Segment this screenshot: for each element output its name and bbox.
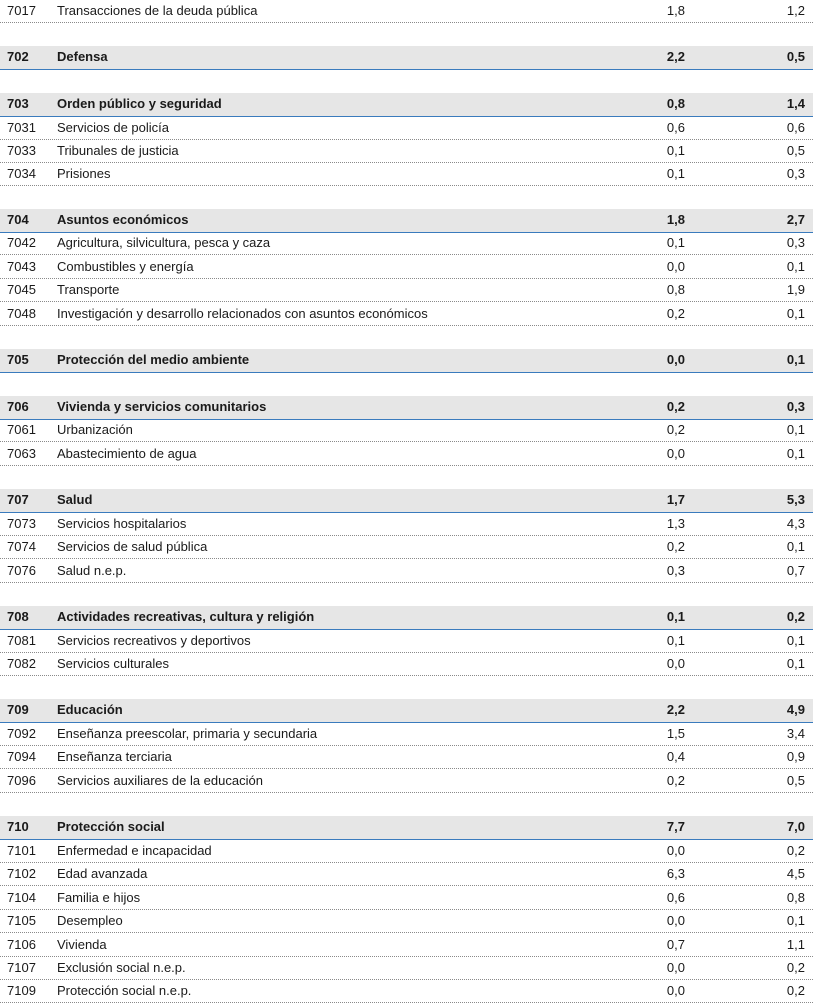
row-value-col1: 0,4 [666,749,685,764]
row-value-col1: 1,5 [666,726,685,741]
row-code: 7031 [7,120,36,135]
row-value-col1: 0,0 [666,983,685,998]
row-value-col2: 0,2 [786,983,805,998]
row-value-col2: 0,3 [786,399,805,414]
row-code: 709 [7,702,29,717]
row-label: Urbanización [57,422,133,437]
row-code: 7094 [7,749,36,764]
row-label: Tribunales de justicia [57,143,179,158]
row-value-col1: 0,1 [666,633,685,648]
row-label: Actividades recreativas, cultura y religión [57,609,315,624]
row-code: 7045 [7,282,36,297]
row-value-col2: 0,1 [786,539,805,554]
row-value-col2: 3,4 [786,726,805,741]
row-code: 7042 [7,235,36,250]
row-value-col1: 0,7 [666,937,685,952]
subcategory-row [0,957,813,980]
row-label: Combustibles y energía [57,259,194,274]
subcategory-row [0,419,813,442]
subcategory-row [0,934,813,957]
row-value-col1: 0,1 [666,235,685,250]
subcategory-row [0,279,813,302]
row-value-col2: 1,2 [786,3,805,18]
row-code: 7096 [7,773,36,788]
row-code: 7043 [7,259,36,274]
subcategory-row [0,303,813,326]
row-value-col2: 0,5 [786,49,805,64]
row-value-col1: 0,1 [666,143,685,158]
row-code: 7106 [7,937,36,952]
row-label: Familia e hijos [57,890,141,905]
row-value-col2: 0,1 [786,422,805,437]
row-value-col1: 1,8 [666,3,685,18]
row-label: Orden público y seguridad [57,96,222,111]
row-code: 7033 [7,143,36,158]
row-value-col2: 2,7 [786,212,805,227]
row-value-col2: 0,9 [786,749,805,764]
row-value-col1: 0,6 [666,890,685,905]
row-value-col1: 0,8 [666,282,685,297]
row-value-col2: 0,3 [786,235,805,250]
row-code: 705 [7,352,29,367]
row-code: 7076 [7,563,36,578]
category-header-row [0,699,813,723]
subcategory-row [0,887,813,910]
row-value-col1: 1,3 [666,516,685,531]
row-label: Edad avanzada [57,866,148,881]
subcategory-row [0,117,813,140]
row-value-col2: 0,1 [786,352,805,367]
row-value-col1: 0,2 [666,773,685,788]
row-value-col1: 1,8 [666,212,685,227]
category-header-row [0,209,813,233]
row-code: 706 [7,399,29,414]
subcategory-row [0,443,813,466]
row-value-col1: 0,2 [666,539,685,554]
category-header-row [0,489,813,513]
row-value-col2: 0,3 [786,166,805,181]
row-label: Defensa [57,49,108,64]
subcategory-row [0,770,813,793]
row-label: Protección social n.e.p. [57,983,192,998]
row-label: Agricultura, silvicultura, pesca y caza [57,235,271,250]
row-code: 7017 [7,3,36,18]
subcategory-row [0,910,813,933]
row-value-col2: 0,1 [786,259,805,274]
row-value-col2: 0,8 [786,890,805,905]
row-code: 7063 [7,446,36,461]
row-code: 7102 [7,866,36,881]
row-code: 7081 [7,633,36,648]
row-label: Protección del medio ambiente [57,352,250,367]
row-code: 7073 [7,516,36,531]
category-header-row [0,396,813,420]
row-label: Asuntos económicos [57,212,189,227]
row-label: Enseñanza preescolar, primaria y secundaria [57,726,318,741]
subcategory-row [0,653,813,676]
category-header-row [0,816,813,840]
row-value-col1: 0,6 [666,120,685,135]
row-label: Educación [57,702,123,717]
row-label: Exclusión social n.e.p. [57,960,186,975]
row-value-col2: 0,2 [786,609,805,624]
subcategory-row [0,723,813,746]
row-code: 707 [7,492,29,507]
row-label: Abastecimiento de agua [57,446,197,461]
row-value-col1: 0,2 [666,399,685,414]
row-value-col2: 0,2 [786,843,805,858]
subcategory-row [0,630,813,653]
row-label: Protección social [57,819,165,834]
row-value-col2: 0,6 [786,120,805,135]
row-code: 7048 [7,306,36,321]
row-value-col2: 1,4 [786,96,805,111]
row-value-col2: 0,7 [786,563,805,578]
row-code: 702 [7,49,29,64]
category-header-row [0,349,813,373]
row-value-col1: 1,7 [666,492,685,507]
row-value-col2: 0,1 [786,446,805,461]
row-label: Servicios hospitalarios [57,516,187,531]
row-value-col1: 0,8 [666,96,685,111]
row-code: 7107 [7,960,36,975]
row-label: Enfermedad e incapacidad [57,843,212,858]
row-code: 710 [7,819,29,834]
row-code: 7109 [7,983,36,998]
row-label: Servicios culturales [57,656,169,671]
category-header-row [0,46,813,70]
subcategory-row [0,536,813,559]
category-header-row [0,606,813,630]
row-value-col1: 0,0 [666,960,685,975]
row-label: Servicios auxiliares de la educación [57,773,263,788]
subcategory-row [0,0,813,23]
subcategory-row [0,513,813,536]
row-value-col1: 0,0 [666,913,685,928]
row-value-col1: 2,2 [666,702,685,717]
row-label: Servicios de policía [57,120,169,135]
subcategory-row [0,560,813,583]
subcategory-row [0,140,813,163]
row-value-col1: 0,1 [666,166,685,181]
row-value-col1: 7,7 [666,819,685,834]
row-label: Enseñanza terciaria [57,749,172,764]
row-label: Prisiones [57,166,111,181]
row-value-col1: 0,2 [666,422,685,437]
row-code: 704 [7,212,29,227]
subcategory-row [0,840,813,863]
row-value-col2: 0,2 [786,960,805,975]
row-label: Servicios recreativos y deportivos [57,633,251,648]
row-value-col2: 0,1 [786,913,805,928]
row-value-col2: 5,3 [786,492,805,507]
row-code: 7104 [7,890,36,905]
row-value-col1: 6,3 [666,866,685,881]
row-code: 7105 [7,913,36,928]
row-code: 7074 [7,539,36,554]
category-header-row [0,93,813,117]
row-code: 708 [7,609,29,624]
row-label: Salud n.e.p. [57,563,127,578]
row-value-col2: 4,9 [786,702,805,717]
row-value-col2: 1,1 [786,937,805,952]
row-label: Salud [57,492,93,507]
row-code: 7061 [7,422,36,437]
row-value-col1: 0,0 [666,259,685,274]
row-code: 7092 [7,726,36,741]
row-value-col1: 2,2 [666,49,685,64]
row-code: 7082 [7,656,36,671]
row-value-col1: 0,3 [666,563,685,578]
row-value-col2: 4,5 [786,866,805,881]
row-value-col2: 7,0 [786,819,805,834]
row-value-col2: 0,5 [786,773,805,788]
row-label: Servicios de salud pública [57,539,208,554]
row-label: Transporte [57,282,120,297]
subcategory-row [0,256,813,279]
subcategory-row [0,863,813,886]
row-code: 7034 [7,166,36,181]
row-value-col1: 0,1 [666,609,685,624]
row-value-col2: 0,1 [786,306,805,321]
row-value-col2: 0,5 [786,143,805,158]
subcategory-row [0,163,813,186]
subcategory-row [0,232,813,255]
row-value-col1: 0,2 [666,306,685,321]
row-value-col2: 4,3 [786,516,805,531]
row-value-col1: 0,0 [666,352,685,367]
row-label: Desempleo [57,913,123,928]
row-value-col2: 1,9 [786,282,805,297]
row-label: Vivienda y servicios comunitarios [57,399,267,414]
row-code: 703 [7,96,29,111]
row-label: Vivienda [57,937,107,952]
row-value-col2: 0,1 [786,633,805,648]
row-value-col2: 0,1 [786,656,805,671]
row-label: Investigación y desarrollo relacionados con asuntos económicos [57,306,428,321]
row-value-col1: 0,0 [666,656,685,671]
row-value-col1: 0,0 [666,843,685,858]
subcategory-row [0,746,813,769]
row-code: 7101 [7,843,36,858]
row-label: Transacciones de la deuda pública [57,3,258,18]
row-value-col1: 0,0 [666,446,685,461]
